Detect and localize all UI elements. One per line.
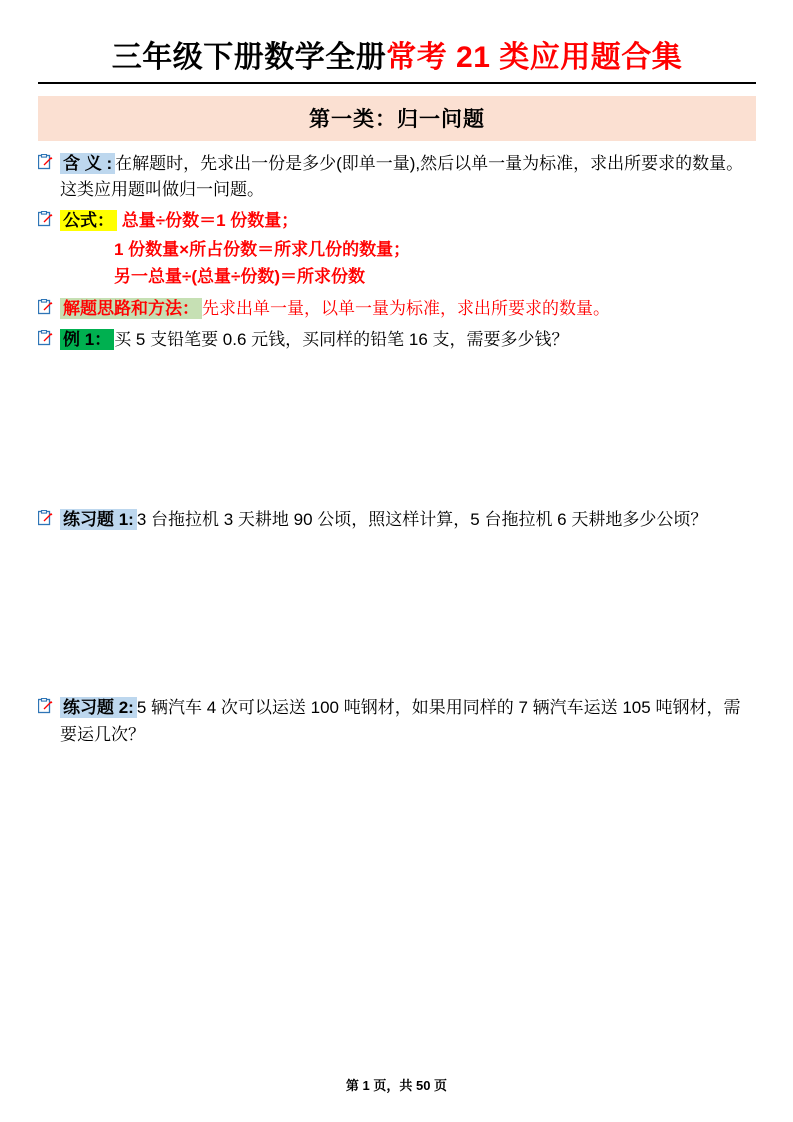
meaning-tag: 含 义 : (60, 153, 115, 174)
method-row (38, 296, 756, 322)
exercise1-row (38, 507, 756, 533)
page-title-black: 三年级下册数学全册 (111, 41, 387, 74)
exercise2-text: 5 辆汽车 4 次可以运送 100 吨钢材，如果用同样的 7 辆汽车运送 105 吨钢材，需要运几次？ (60, 698, 741, 744)
meaning-text: 在解题时，先求出一份是多少(即单一量),然后以单一量为标准，求出所要求的数量。这类应用题叫做归一问题。 (60, 154, 744, 200)
exercise2-tag: 练习题 2: (60, 697, 137, 718)
note-icon (38, 698, 53, 714)
page-title-red: 常考 21 类应用题合集 (386, 41, 683, 74)
page-footer: 第 1 页，共 50 页 (345, 1078, 448, 1093)
exercise1-text: 3 台拖拉机 3 天耕地 90 公顷，照这样计算，5 台拖拉机 6 天耕地多少公顷？ (136, 510, 708, 530)
example1-answer-space (38, 357, 756, 507)
meaning-row (38, 151, 756, 204)
formula-line-1: 总量÷份数＝1 份数量； (121, 210, 299, 230)
section-banner: 第一类：归一问题 (38, 96, 756, 141)
formula-row (38, 208, 756, 234)
note-icon (38, 154, 53, 170)
example1-tag: 例 1： (60, 329, 114, 350)
exercise1-tag: 练习题 1: (60, 509, 137, 530)
formula-line-2: 1 份数量×所占份数＝所求几份的数量； (114, 240, 411, 260)
formula-line-3-row (38, 263, 756, 290)
exercise1-answer-space (38, 537, 756, 695)
formula-line-3: 另一总量÷(总量÷份数)＝所求份数 (114, 267, 365, 287)
page-content (38, 40, 756, 872)
method-tag: 解题思路和方法： (60, 298, 202, 319)
note-icon (38, 330, 53, 346)
formula-line-2-row (38, 236, 756, 263)
exercise2-answer-space (38, 752, 756, 872)
note-icon (38, 510, 53, 526)
page-title (38, 40, 756, 84)
formula-tag: 公式： (60, 210, 117, 231)
note-icon (38, 211, 53, 227)
method-text: 先求出单一量，以单一量为标准，求出所要求的数量。 (202, 299, 610, 319)
example1-text: 买 5 支铅笔要 0.6 元钱，买同样的铅笔 16 支，需要多少钱？ (114, 329, 569, 349)
example1-row (38, 327, 756, 353)
exercise2-row (38, 695, 756, 748)
note-icon (38, 299, 53, 315)
